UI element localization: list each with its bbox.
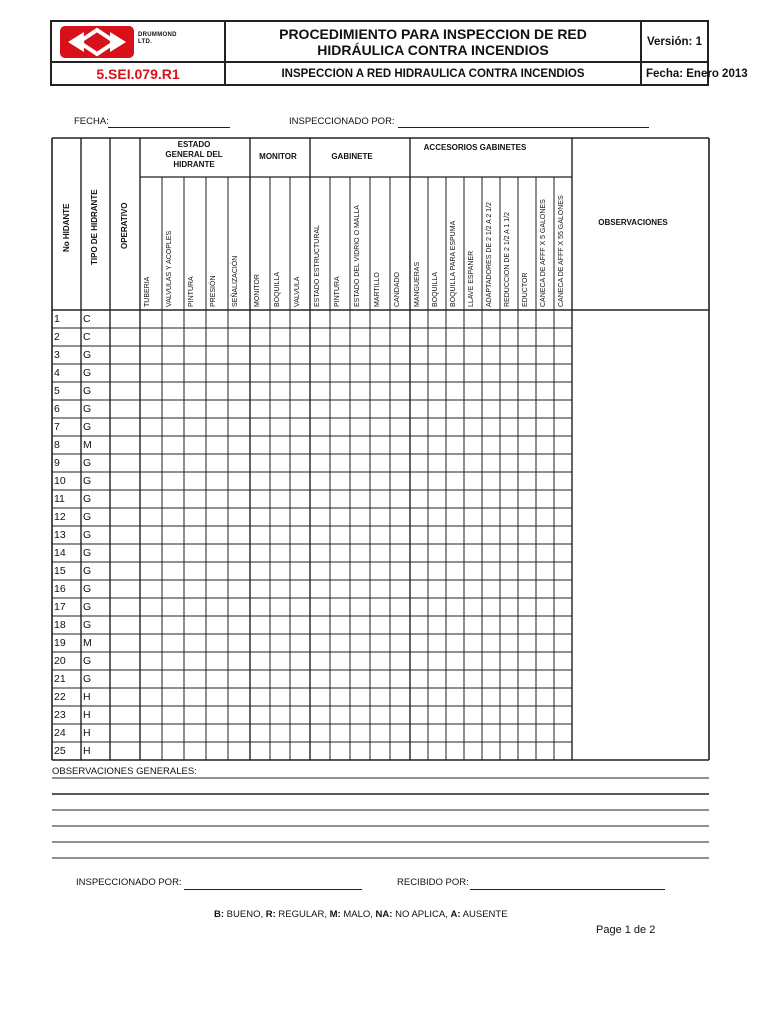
row-number: 13 [54,529,66,541]
column-header-valvula: VALVULA [294,276,301,307]
company-name-line1: DRUMMOND [138,32,177,38]
row-tipo: G [83,547,92,559]
group-accesorios-gabinetes: ACCESORIOS GABINETES [423,143,527,152]
legend-key-regular: R: [265,909,276,920]
row-number: 25 [54,745,66,757]
column-header-mangueras: MANGUERAS [414,261,421,307]
header-no-hidrante: No HIDANTE [62,203,71,252]
footer-inspeccionado-label: INSPECCIONADO POR: [76,877,182,888]
row-number: 2 [54,331,60,343]
legend [214,909,508,920]
company-name-line2: LTD. [138,39,153,45]
fecha-label: FECHA: [74,116,109,127]
document-title-line1: PROCEDIMIENTO PARA INSPECCION DE RED [279,25,587,42]
row-tipo: M [83,439,92,451]
row-number: 5 [54,385,60,397]
row-tipo: C [83,331,91,343]
document-code: 5.SEI.079.R1 [52,63,226,84]
column-header-caneca-de-afff-x-5-galones: CANECA DE AFFF X 5 GALONES [540,199,547,307]
column-header-pintura: PINTURA [188,276,195,307]
column-header-pintura: PINTURA [334,276,341,307]
legend-key-bueno: B: [214,909,225,920]
row-number: 11 [54,493,65,505]
column-header-reduccion-de-2-1-2-a-1-1-2: REDUCCION DE 2 1/2 A 1 1/2 [504,212,511,307]
page-number: Page 1 de 2 [596,924,656,936]
group-gabinete: GABINETE [331,152,373,161]
row-number: 19 [54,637,66,649]
column-header-caneca-de-afff-x-55-galones: CANECA DE AFFF X 55 GALONES [558,195,565,307]
row-tipo: G [83,565,92,577]
legend-key-ausente: A: [450,909,461,920]
row-tipo: H [83,745,91,757]
column-header-monitor: MONITOR [254,274,261,307]
column-header-candado: CANDADO [394,271,401,307]
row-number: 24 [54,727,66,739]
column-header-boquilla: BOQUILLA [274,271,281,307]
row-tipo: G [83,673,92,685]
row-tipo: G [83,493,92,505]
row-tipo: M [83,637,92,649]
row-tipo: H [83,727,91,739]
row-tipo: G [83,421,92,433]
row-tipo: G [83,529,92,541]
document-date: Fecha: Enero 2013 [646,67,748,80]
row-number: 3 [54,349,60,361]
group-monitor: MONITOR [259,152,297,161]
legend-text-bueno: BUENO, [224,909,266,920]
footer-recibido-field[interactable] [470,889,665,890]
column-header-llave-espaner: LLAVE ESPANER [468,250,475,307]
row-number: 21 [54,673,66,685]
row-tipo: G [83,619,92,631]
column-header-estado-estructural: ESTADO ESTRUCTURAL [314,225,321,307]
row-tipo: G [83,385,92,397]
row-tipo: G [83,367,92,379]
row-number: 9 [54,457,60,469]
observaciones-generales-label: OBSERVACIONES GENERALES: [52,766,197,777]
row-tipo: H [83,709,91,721]
legend-text-ausente: AUSENTE [460,909,508,920]
group-estado-general-label: ESTADO GENERAL DEL HIDRANTE [165,140,223,169]
row-number: 10 [54,475,66,487]
document-version: Versión: 1 [642,22,707,63]
column-header-martillo: MARTILLO [374,272,381,307]
column-header-presi-n: PRESIÓN [210,275,217,307]
footer-recibido-label: RECIBIDO POR: [397,877,469,888]
row-tipo: G [83,475,92,487]
row-tipo: G [83,349,92,361]
row-number: 8 [54,439,60,451]
row-number: 23 [54,709,66,721]
column-header-estado-del-vidrio-o-malla: ESTADO DEL VIDRIO O MALLA [354,205,361,307]
row-tipo: C [83,313,91,325]
row-number: 7 [54,421,60,433]
column-header-valvulas-y-acoples: VALVULAS Y ACOPLES [166,230,173,307]
column-header-boquilla: BOQUILLA [432,271,439,307]
document-subtitle: INSPECCION A RED HIDRAULICA CONTRA INCENDIOS [226,63,642,84]
row-number: 1 [54,313,60,325]
row-number: 14 [54,547,66,559]
document-title-line2: HIDRÁULICA CONTRA INCENDIOS [317,41,549,58]
row-number: 17 [54,601,66,613]
row-number: 15 [54,565,66,577]
row-number: 18 [54,619,66,631]
column-header-boquilla-para-espuma: BOQUILLA PARA ESPUMA [450,220,457,307]
column-header-tuberia: TUBERIA [144,276,151,307]
row-tipo: G [83,457,92,469]
column-header-se-alizaci-n: SEÑALIZACIÓN [232,255,239,307]
row-number: 4 [54,367,60,379]
inspeccionado-label: INSPECCIONADO POR: [289,116,395,127]
legend-key-malo: M: [329,909,341,920]
row-tipo: G [83,403,92,415]
row-tipo: G [83,601,92,613]
row-tipo: G [83,655,92,667]
row-number: 16 [54,583,66,595]
row-number: 6 [54,403,60,415]
header-operativo: OPERATIVO [120,202,129,249]
header-observaciones: OBSERVACIONES [598,218,668,227]
legend-key-no-aplica: NA: [375,909,393,920]
header-tipo-hidrante: TIPO DE HIDRANTE [90,189,99,265]
row-number: 20 [54,655,66,667]
row-tipo: G [83,511,92,523]
legend-text-regular: REGULAR, [275,909,330,920]
legend-text-malo: MALO, [340,909,376,920]
column-header-adaptadores-de-2-1-2-a-2-1-2: ADAPTADORES DE 2 1/2 A 2 1/2 [486,202,493,307]
row-number: 22 [54,691,66,703]
column-header-eductor: EDUCTOR [522,272,529,307]
row-number: 12 [54,511,66,523]
legend-text-no-aplica: NO APLICA, [392,909,451,920]
row-tipo: G [83,583,92,595]
footer-inspeccionado-field[interactable] [184,889,362,890]
row-tipo: H [83,691,91,703]
